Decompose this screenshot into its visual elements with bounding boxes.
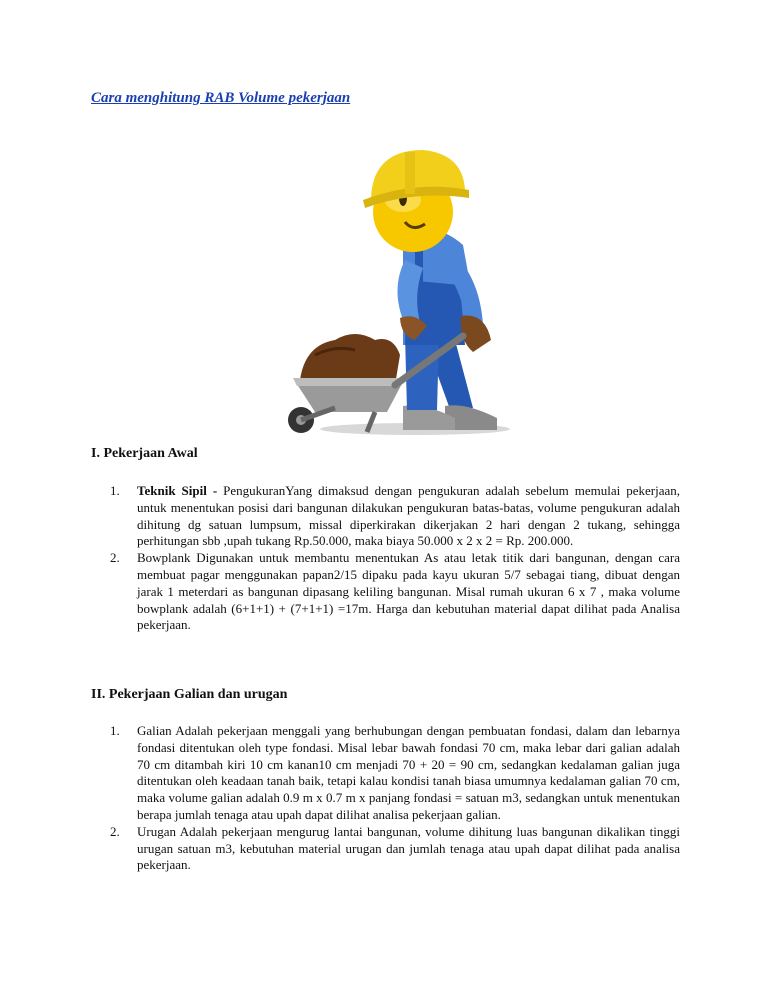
list-number: 1. [110,483,120,498]
list-item [110,483,680,550]
item-text: Galian Adalah pekerjaan menggali yang berhubungan dengan pembuatan fondasi, dalam dan lebarnya fondasi ditentukan oleh type fondasi. Misal lebar bawah fondasi 70 cm, maka lebar dari galian adalah 70 cm ditambah kiri 10 cm kanan10 cm menjadi 70 + 20 = 90 cm, sedangkan kedalaman galian juga ditentukan oleh keadaan tanah baik, tetapi kalau kondisi tanah biasa umumnya kedalaman galian 70 cm, maka volume galian adalah 0.9 m x 0.7 m x panjang fondasi = satuan m3, sedangkan untuk menentukan berapa jumlah tenaga atau upah dapat dilihat analisa pekerjaan galian. [137,723,680,822]
list-pekerjaan-awal [110,483,680,634]
item-lead: Teknik Sipil - [137,483,218,498]
list-number: 2. [110,823,120,839]
list-number: 2. [110,550,120,566]
section-heading-pekerjaan-awal: I. Pekerjaan Awal [91,446,198,461]
page-title[interactable]: Cara menghitung RAB Volume pekerjaan [91,90,351,106]
list-item [110,723,680,824]
item-text: Bowplank Digunakan untuk membantu menentukan As atau letak titik dari bangunan, dengan cara membuat pagar menggunakan papan2/15 dipaku pada kayu ukuran 5/7 sebagai tiang, dibuat dengan jarak 1 meterdari as bangunan dipasang keliling bangunan. Misal rumah ukuran 6 x 7 , maka volume bowplank adalah (6+1+1) + (7+1+1) =17m. Harga dan kebutuhan material dapat dilihat pada Analisa pekerjaan. [137,550,680,633]
item-text: PengukuranYang dimaksud dengan pengukuran adalah sebelum memulai pekerjaan, untuk menentukan posisi dari bangunan dilakukan pengukuran batas-batas, volume pengukuran adalah dihitung dg satuan lumpsum, missal diperkirakan dikerjakan 2 hari dengan 2 tukang, sehingga perhitungan sbb ,upah tukang Rp.50.000, maka biaya 50.000 x 2 x 2 = Rp. 200.000. [137,483,680,549]
list-pekerjaan-galian [110,723,680,874]
list-item [110,824,680,874]
list-item [110,550,680,634]
section-heading-pekerjaan-galian: II. Pekerjaan Galian dan urugan [91,687,288,702]
construction-worker-wheelbarrow-icon [255,140,517,440]
list-number: 1. [110,723,120,738]
item-text: Urugan Adalah pekerjaan mengurug lantai bangunan, volume dihitung luas bangunan dikalikan tinggi urugan satuan m3, kebutuhan material urugan dan jumlah tenaga atau upah dapat dilihat pada analisa pekerjaan. [137,823,680,873]
